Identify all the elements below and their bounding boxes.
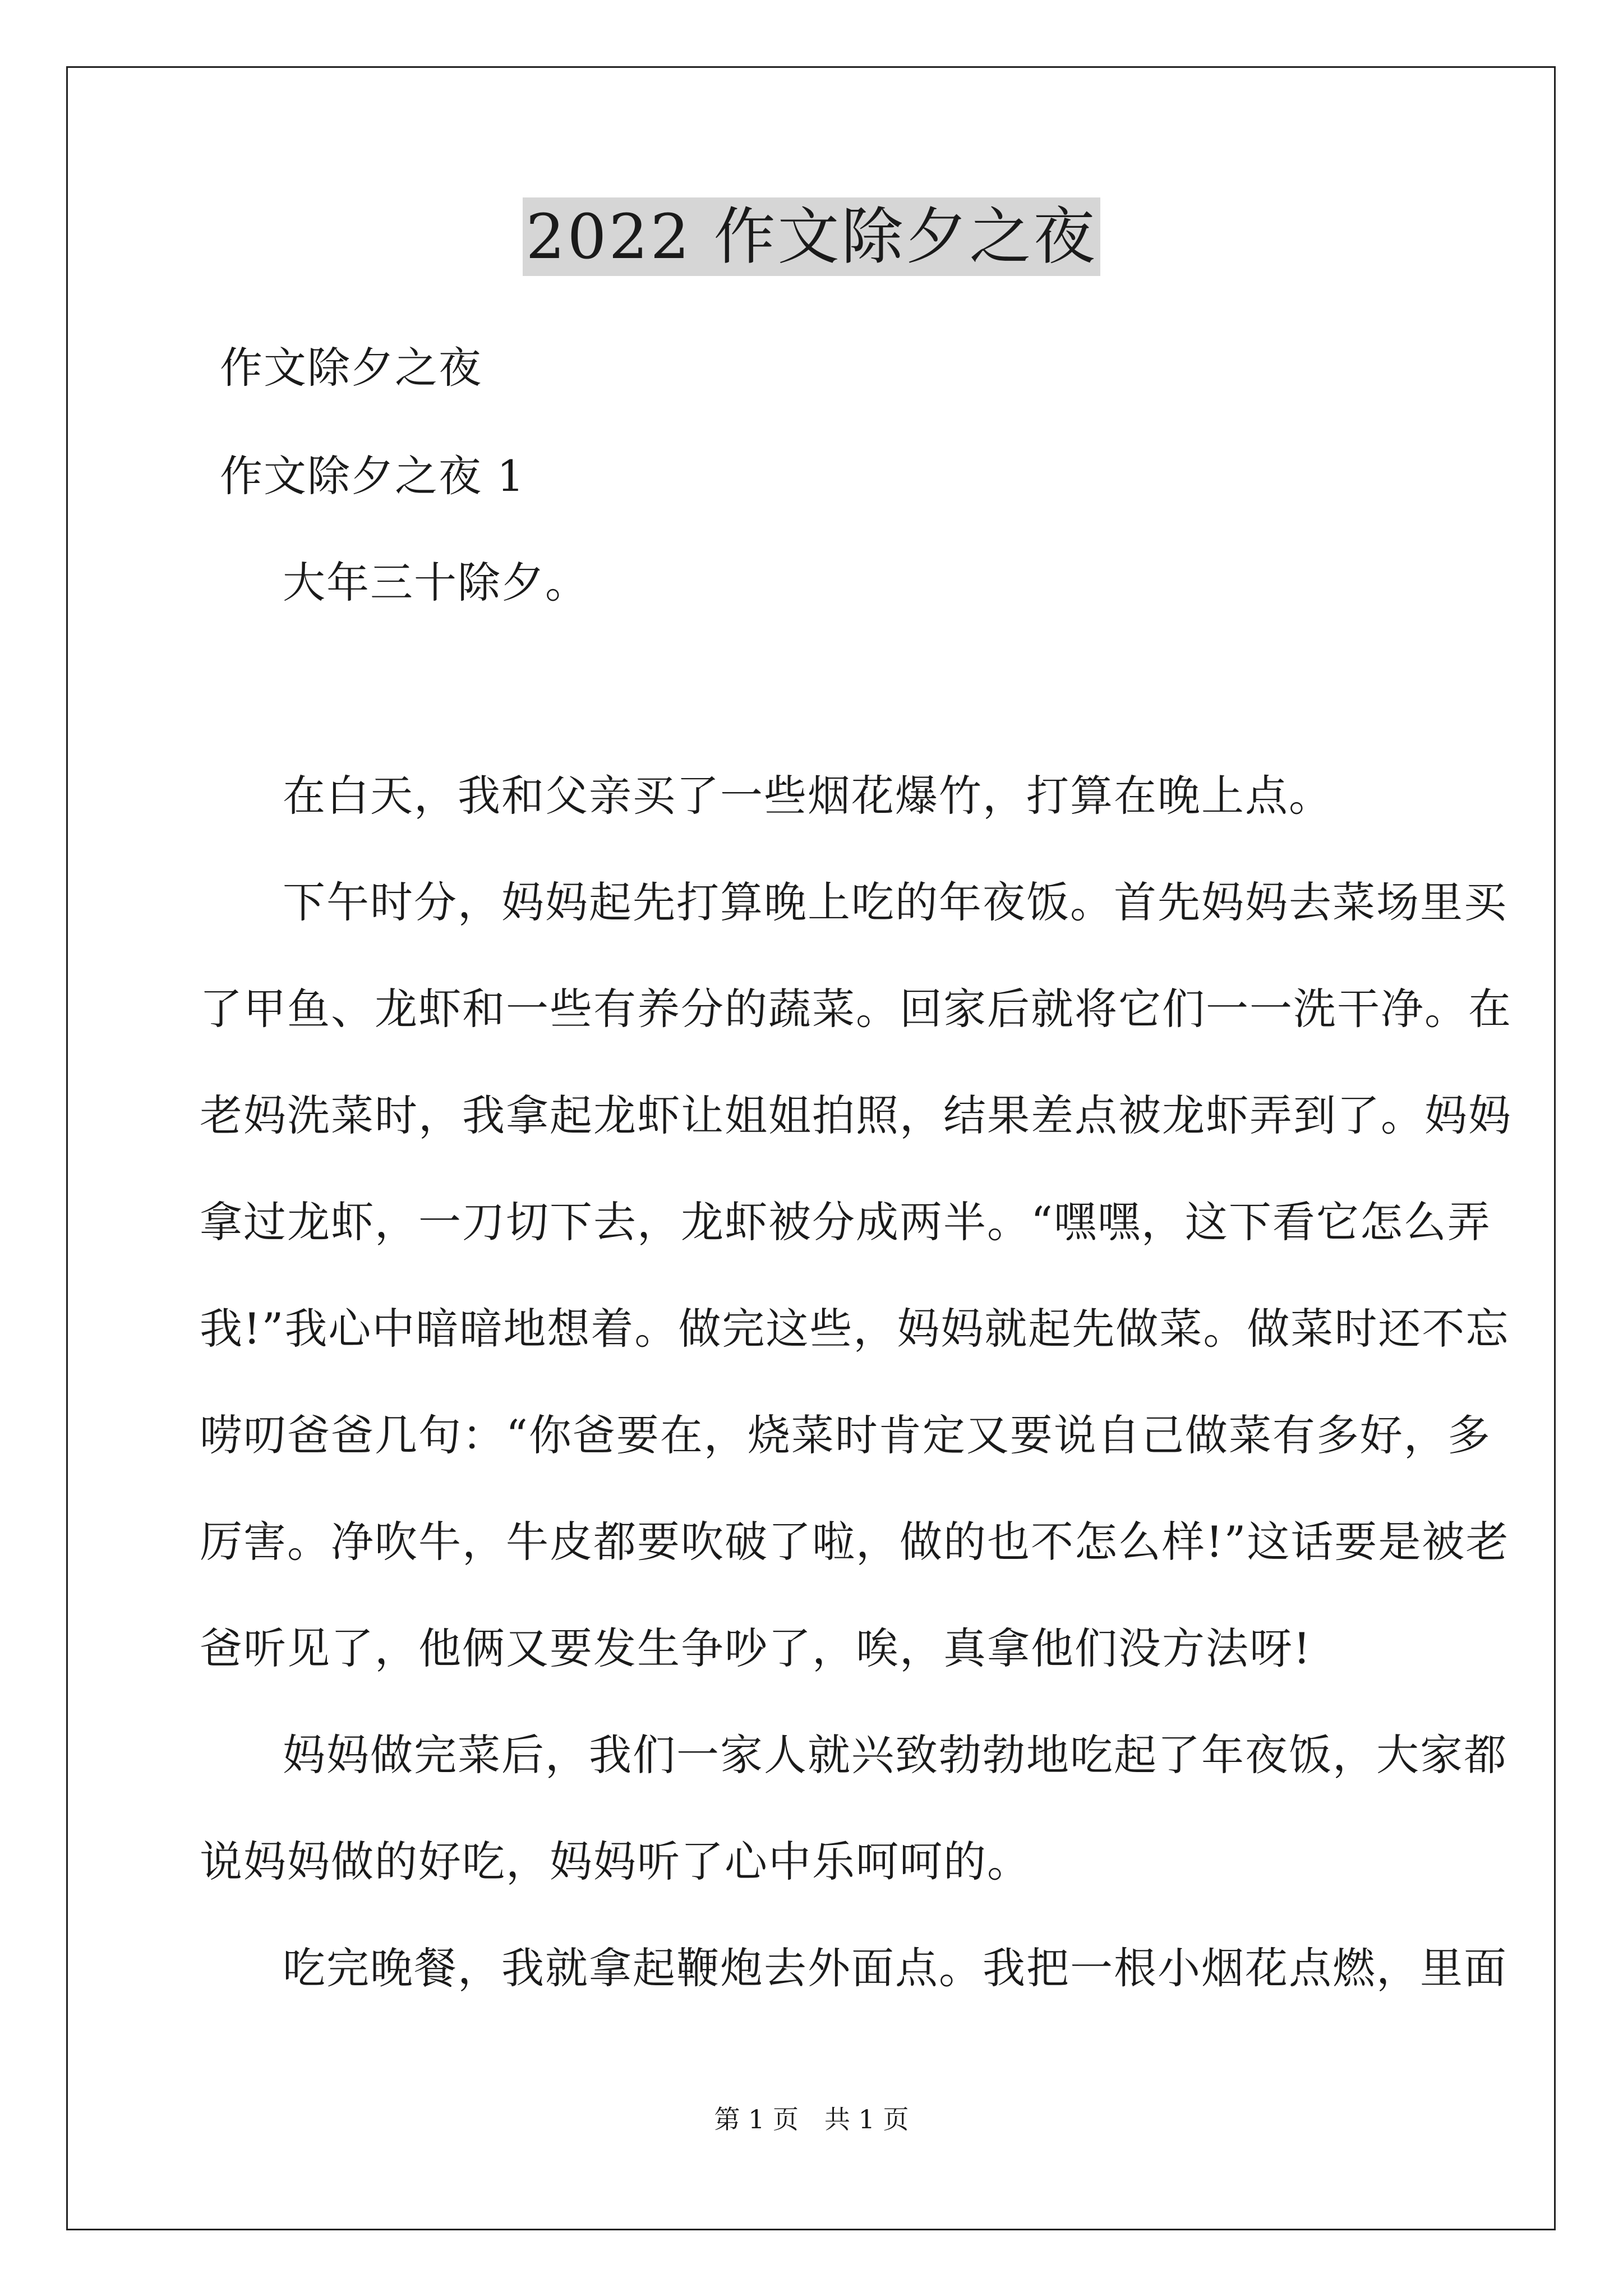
paragraph-line: 下午时分，妈妈起先打算晚上吃的年夜饭。首先妈妈去菜场里买 — [283, 877, 1507, 927]
paragraph-line: 唠叨爸爸几句：“你爸要在，烧菜时肯定又要说自己做菜有多好，多 — [200, 1410, 1491, 1460]
paragraph-line: 厉害。净吹牛，牛皮都要吹破了啦，做的也不怎么样!”这话要是被老 — [200, 1517, 1510, 1567]
paragraph-line: 妈妈做完菜后，我们一家人就兴致勃勃地吃起了年夜饭，大家都 — [283, 1730, 1507, 1780]
paragraph-line: 在白天，我和父亲买了一些烟花爆竹，打算在晚上点。 — [283, 771, 1332, 821]
paragraph-line: 我!”我心中暗暗地想着。做完这些，妈妈就起先做菜。做菜时还不忘 — [200, 1304, 1510, 1354]
paragraph-line: 吃完晚餐，我就拿起鞭炮去外面点。我把一根小烟花点燃，里面 — [283, 1943, 1507, 1993]
paragraph-line: 了甲鱼、龙虾和一些有养分的蔬菜。回家后就将它们一一洗干净。在 — [200, 984, 1512, 1034]
subtitle-1: 作文除夕之夜 — [220, 343, 482, 393]
paragraph-line: 爸听见了，他俩又要发生争吵了，唉，真拿他们没方法呀! — [200, 1623, 1312, 1673]
page-footer: 第 1 页 共 1 页 — [714, 2104, 909, 2134]
subtitle-2: 作文除夕之夜 1 — [220, 451, 525, 501]
paragraph-line: 说妈妈做的好吃，妈妈听了心中乐呵呵的。 — [200, 1837, 1031, 1887]
paragraph-line: 拿过龙虾，一刀切下去，龙虾被分成两半。“嘿嘿，这下看它怎么弄 — [200, 1197, 1491, 1247]
paragraph-line: 老妈洗菜时，我拿起龙虾让姐姐拍照，结果差点被龙虾弄到了。妈妈 — [200, 1091, 1512, 1140]
document-body — [200, 341, 1512, 1995]
paragraph-line: 大年三十除夕。 — [283, 558, 589, 608]
document-title: 2022 作文除夕之夜 — [523, 197, 1101, 276]
title-container — [0, 197, 1623, 276]
